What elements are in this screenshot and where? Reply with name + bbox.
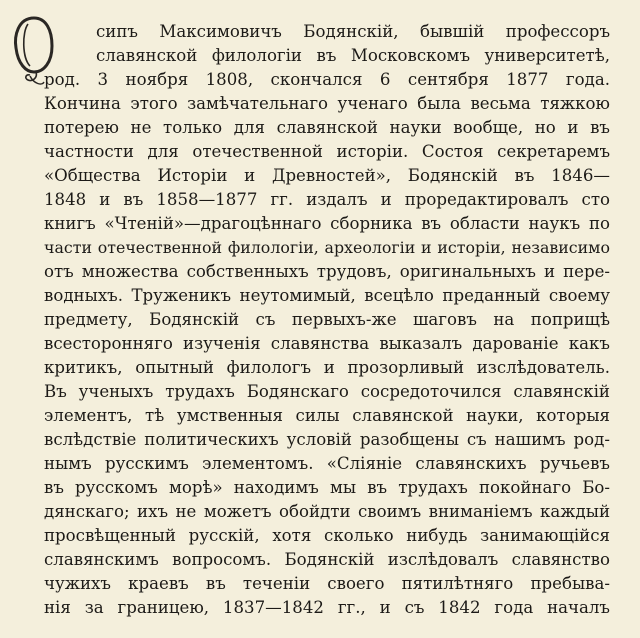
text-line: «Общества Исторіи и Древностей», Бодянскій въ 1846— <box>44 166 610 185</box>
text-line: сипъ Максимовичъ Бодянскій, бывшій профессоръ <box>96 22 610 41</box>
text-line: Кончина этого замѣчательнаго ученаго была весьма тяжкою <box>44 94 610 113</box>
text-line: водныхъ. Труженикъ неутомимый, всецѣло преданный своему <box>44 286 610 305</box>
text-line: славянскимъ вопросомъ. Бодянскій изслѣдовалъ славянство <box>44 550 610 569</box>
text-line: предмету, Бодянскій съ первыхъ-же шаговъ на поприщѣ <box>44 310 610 329</box>
text-line: 1848 и въ 1858—1877 гг. издалъ и проредактировалъ сто <box>44 190 610 209</box>
text-line: нымъ русскимъ элементомъ. «Сліяніе славянскихъ ручьевъ <box>44 454 610 473</box>
text-line: потерею не только для славянской науки вообще, но и въ <box>44 118 610 137</box>
text-line: просвѣщенный русскій, хотя сколько нибудь занимающійся <box>44 526 610 545</box>
text-line: элементъ, тѣ умственныя силы славянской науки, которыя <box>44 406 610 425</box>
text-line: род. 3 ноября 1808, скончался 6 сентября 1877 года. <box>44 70 610 89</box>
text-line: части отечественной филологіи, археологіи и исторіи, независимо <box>44 238 610 257</box>
text-line: Въ ученыхъ трудахъ Бодянскаго сосредоточился славянскій <box>44 382 610 401</box>
text-line: книгъ «Чтеній»—драгоцѣннаго сборника въ области наукъ по <box>44 214 610 233</box>
text-line: въ русскомъ морѣ» находимъ мы въ трудахъ покойнаго Бо- <box>44 478 610 497</box>
text-line: всесторонняго изученія славянства выказалъ дарованіе какъ <box>44 334 610 353</box>
text-line: славянской филологіи въ Московскомъ университетѣ, <box>96 46 610 65</box>
text-line: чужихъ краевъ въ теченіи своего пятилѣтняго пребыва- <box>44 574 610 593</box>
text-line: отъ множества собственныхъ трудовъ, оригинальныхъ и пере- <box>44 262 610 281</box>
text-line: критикъ, опытный филологъ и прозорливый изслѣдователь. <box>44 358 610 377</box>
text-line: вслѣдствіе политическихъ условій разобщены съ нашимъ род- <box>44 430 610 449</box>
text-line: дянскаго; ихъ не можетъ обойдти своимъ вниманіемъ каждый <box>44 502 610 521</box>
text-line: нія за границею, 1837—1842 гг., и съ 1842 года началъ <box>44 598 610 617</box>
text-line: частности для отечественной исторіи. Состоя секретаремъ <box>44 142 610 161</box>
